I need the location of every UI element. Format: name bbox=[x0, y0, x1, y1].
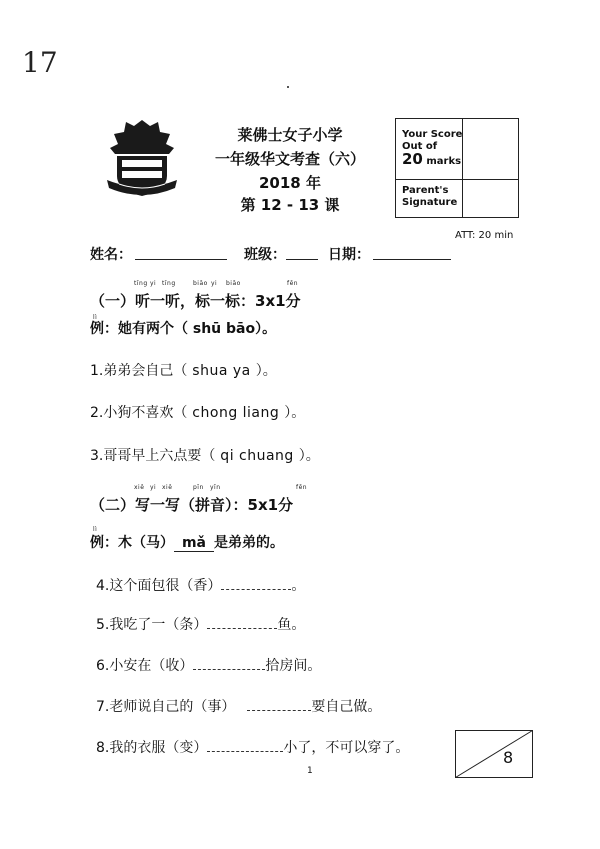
parent-signature-label: Parent's Signature bbox=[402, 185, 458, 208]
class-label: 班级： bbox=[244, 247, 286, 263]
answer-blank-8[interactable] bbox=[207, 751, 283, 752]
page-number: 1 bbox=[307, 766, 313, 776]
question-5: 5.我吃了一（条） 鱼。 bbox=[96, 617, 306, 633]
section-score-box bbox=[455, 730, 533, 778]
name-label: 姓名： bbox=[90, 247, 132, 263]
school-crest-logo bbox=[103, 118, 181, 200]
section1-example: 例：她有两个（ shū bāo）。 bbox=[90, 321, 277, 337]
question-2: 2.小狗不喜欢（ chong liang ）。 bbox=[90, 405, 306, 421]
question-1: 1.弟弟会自己（ shua ya ）。 bbox=[90, 363, 277, 379]
date-label: 日期： bbox=[328, 247, 370, 263]
assessment-year: 2018 年 bbox=[259, 174, 321, 192]
your-score-label: Your Score Out of 20 marks bbox=[402, 129, 463, 168]
question-7: 7.老师说自己的（事） 要自己做。 bbox=[96, 699, 382, 715]
section-score-value: 8 bbox=[503, 748, 514, 767]
date-field[interactable] bbox=[373, 259, 451, 260]
answer-blank-5[interactable] bbox=[207, 628, 277, 629]
question-6: 6.小安在（收） 拾房间。 bbox=[96, 658, 322, 674]
question-3: 3.哥哥早上六点要（ qi chuang ）。 bbox=[90, 448, 320, 464]
section1-pinyin-fen: fēn bbox=[287, 280, 299, 287]
section1-pinyin-ting1: tīng bbox=[134, 280, 148, 287]
section2-example: 例：木（马） mǎ 是弟弟的。 bbox=[90, 535, 284, 551]
answer-blank-6[interactable] bbox=[193, 669, 265, 670]
section1-pinyin-ting2: tīng bbox=[162, 280, 176, 287]
section2-example-answer: mǎ bbox=[174, 535, 214, 552]
handwritten-score-mark: 17 bbox=[22, 46, 58, 79]
section1-pinyin-biao1: biāo bbox=[193, 280, 208, 287]
section2-pinyin-yi: yi bbox=[150, 484, 157, 491]
score-entry-cell[interactable] bbox=[464, 121, 516, 177]
section1-pinyin-yi1: yi bbox=[150, 280, 157, 287]
section2-pinyin-xie2: xiě bbox=[162, 484, 173, 491]
question-4: 4.这个面包很（香） 。 bbox=[96, 578, 306, 594]
section2-pinyin-fen: fēn bbox=[296, 484, 308, 491]
section2-example-pinyin: lì bbox=[93, 526, 98, 533]
section1-pinyin-biao2: biāo bbox=[226, 280, 241, 287]
assessment-title: 一年级华文考查（六） bbox=[214, 150, 365, 168]
answer-blank-4[interactable] bbox=[221, 589, 291, 590]
section1-example-pinyin: lì bbox=[93, 314, 98, 321]
section2-title: （二）写一写（拼音）：5x1分 bbox=[90, 496, 294, 514]
parent-signature-cell[interactable] bbox=[464, 181, 516, 215]
question-8: 8.我的衣服（变） 小了，不可以穿了。 bbox=[96, 740, 410, 756]
assessment-lessons: 第 12 - 13 课 bbox=[240, 196, 340, 214]
score-box-divider-h bbox=[396, 179, 518, 180]
section1-pinyin-yi2: yi bbox=[211, 280, 218, 287]
section1-title: （一）听一听，标一标：3x1分 bbox=[90, 292, 301, 310]
section2-pinyin-yin: yīn bbox=[210, 484, 221, 491]
section2-pinyin-xie1: xiě bbox=[134, 484, 145, 491]
allotted-time: ATT: 20 min bbox=[455, 230, 514, 241]
section2-pinyin-pin: pīn bbox=[193, 484, 204, 491]
class-field[interactable] bbox=[286, 259, 318, 260]
answer-blank-7[interactable] bbox=[247, 710, 311, 711]
scan-speck bbox=[287, 86, 289, 88]
name-field[interactable] bbox=[135, 259, 227, 260]
score-box bbox=[395, 118, 519, 218]
school-name: 莱佛士女子小学 bbox=[237, 126, 343, 144]
